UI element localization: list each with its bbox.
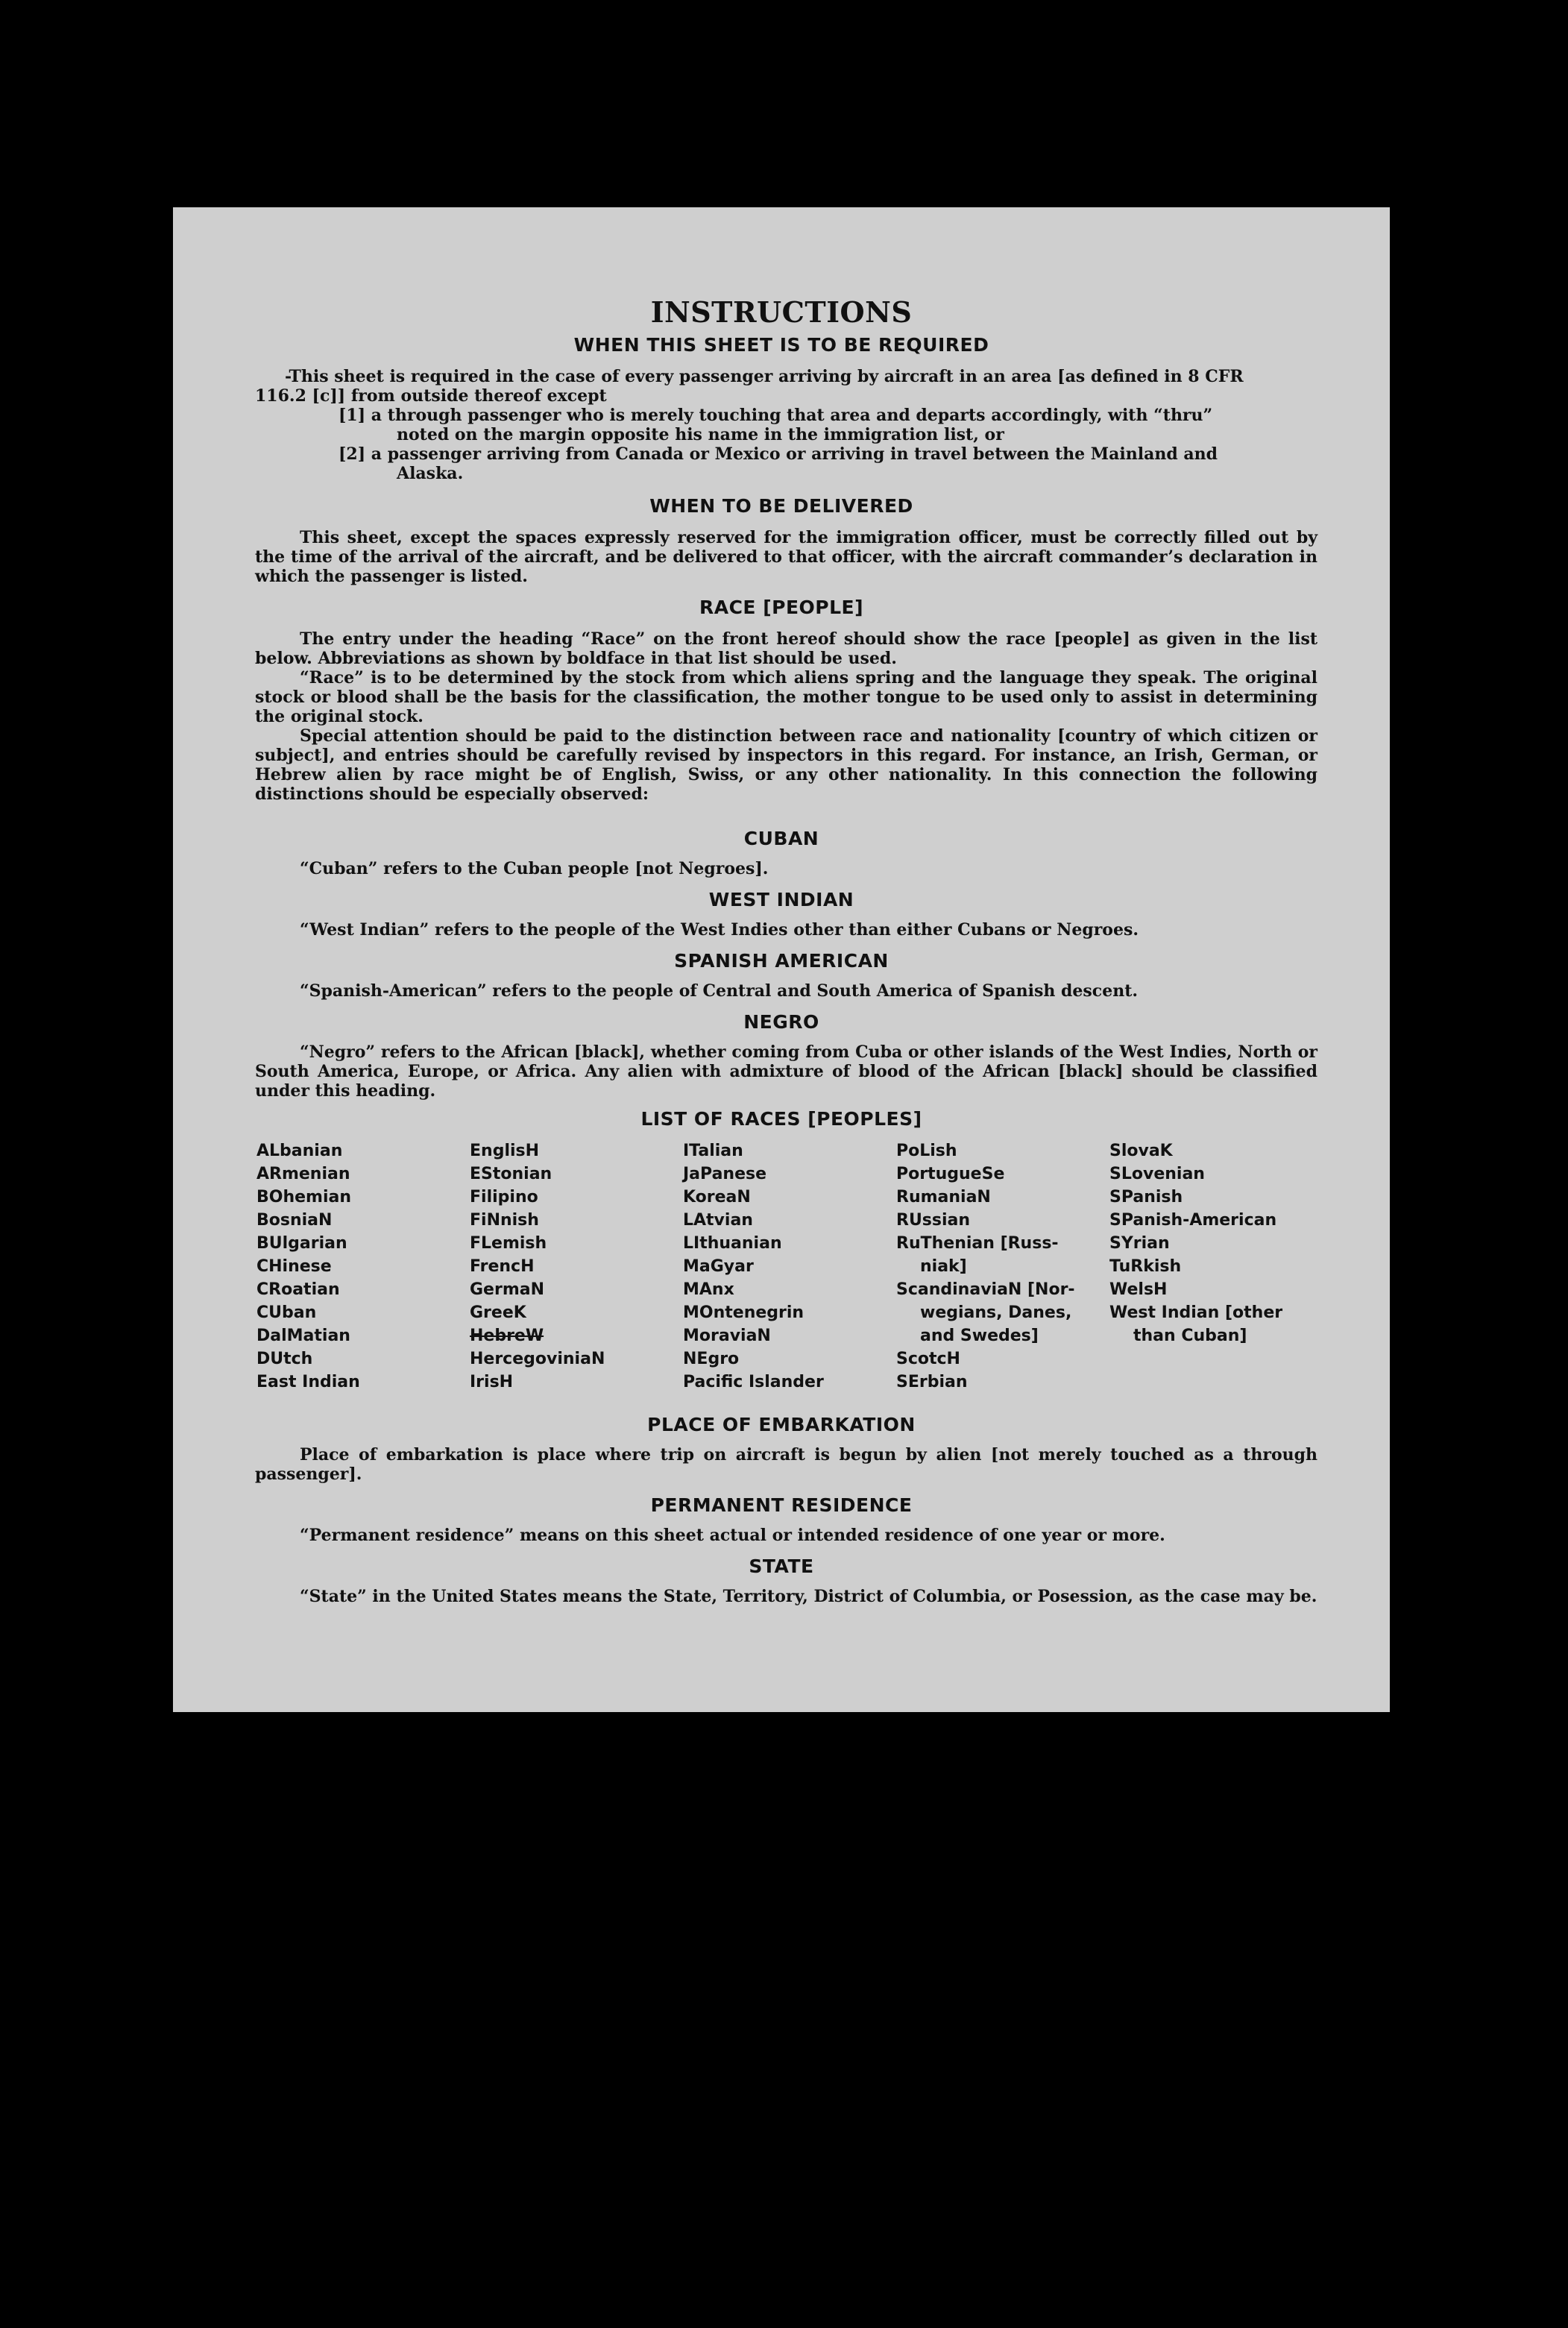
race-item: MAnx xyxy=(683,1280,734,1299)
heading-state: STATE xyxy=(749,1555,814,1577)
exception-1-line-1: [1] a through passenger who is merely touching that area and departs accordingly, with “thru” xyxy=(339,406,1213,425)
race-item: East Indian xyxy=(256,1373,360,1391)
race-item: RuThenian [Russ- xyxy=(896,1234,1059,1253)
race-item-continued: niak] xyxy=(920,1257,967,1276)
race-item: EStonian xyxy=(470,1165,552,1183)
race-item: BOhemian xyxy=(256,1188,352,1207)
race-item: LIthuanian xyxy=(683,1234,782,1253)
race-item: ScotcH xyxy=(896,1350,960,1368)
race-item: GermaN xyxy=(470,1280,545,1299)
race-item: ALbanian xyxy=(256,1142,343,1160)
race-column-3 xyxy=(683,1139,896,1394)
race-column-5 xyxy=(1109,1139,1323,1394)
race-paragraph-3: Special attention should be paid to the distinction between race and nationality [country of which citizen or subject], and entries should be carefully revised by inspectors in this regard. For instance, an Irish, German, or Hebrew alien by race might be of English, Swiss, or any other nationality. In this connection the following distinctions should be especially observed: xyxy=(255,726,1317,804)
exception-1-line-2: noted on the margin opposite his name in the immigration list, or xyxy=(397,425,1004,444)
race-item: SPanish-American xyxy=(1109,1211,1277,1230)
race-paragraph-2: “Race” is to be determined by the stock from which aliens spring and the language they speak. The original stock or blood shall be the basis for the classification, the mother tongue to be used only to assist in determining the original stock. xyxy=(255,668,1317,726)
race-item: BosniaN xyxy=(256,1211,333,1230)
race-item: IrisH xyxy=(470,1373,514,1391)
race-item: ITalian xyxy=(683,1142,743,1160)
exception-2-line-2: Alaska. xyxy=(397,464,464,483)
heading-embarkation: PLACE OF EMBARKATION xyxy=(647,1414,916,1435)
intro-line-1: -This sheet is required in the case of every passenger arriving by aircraft in an area [as defined in 8 CFR xyxy=(285,367,1244,386)
race-item: SErbian xyxy=(896,1373,968,1391)
heading-spanish-american: SPANISH AMERICAN xyxy=(674,950,889,972)
race-item: Pacific Islander xyxy=(683,1373,824,1391)
race-item: HercegoviniaN xyxy=(470,1350,605,1368)
race-paragraph-1: The entry under the heading “Race” on the front hereof should show the race [people] as given in the list below. Abbreviations as shown by boldface in that list should be used. xyxy=(255,629,1317,668)
race-item: CHinese xyxy=(256,1257,332,1276)
race-item: PortugueSe xyxy=(896,1165,1005,1183)
race-item: CRoatian xyxy=(256,1280,340,1299)
document-title: INSTRUCTIONS xyxy=(650,295,913,329)
heading-cuban: CUBAN xyxy=(743,828,819,849)
heading-list-of-races: LIST OF RACES [PEOPLES] xyxy=(640,1108,922,1130)
race-item: GreeK xyxy=(470,1303,526,1322)
race-item: ARmenian xyxy=(256,1165,350,1183)
race-item: MOntenegrin xyxy=(683,1303,805,1322)
race-item: FiNnish xyxy=(470,1211,539,1230)
race-item: KoreaN xyxy=(683,1188,751,1207)
race-item-struck: HebreW xyxy=(470,1327,544,1345)
race-item-continued: wegians, Danes, xyxy=(920,1303,1072,1322)
west-indian-text: “West Indian” refers to the people of the West Indies other than either Cubans or Negroes. xyxy=(300,920,1139,940)
race-item: NEgro xyxy=(683,1350,740,1368)
race-item-continued: than Cuban] xyxy=(1133,1327,1247,1345)
race-item: RumaniaN xyxy=(896,1188,991,1207)
race-item: SlovaK xyxy=(1109,1142,1173,1160)
race-item: SPanish xyxy=(1109,1188,1183,1207)
heading-when-delivered: WHEN TO BE DELIVERED xyxy=(649,495,913,517)
heading-negro: NEGRO xyxy=(743,1011,819,1033)
state-text: “State” in the United States means the State, Territory, District of Columbia, or Posession, as the case may be. xyxy=(300,1587,1317,1606)
race-item-continued: and Swedes] xyxy=(920,1327,1039,1345)
race-item: ScandinaviaN [Nor- xyxy=(896,1280,1075,1299)
permanent-residence-text: “Permanent residence” means on this sheet actual or intended residence of one year or more. xyxy=(300,1526,1165,1545)
spanish-american-text: “Spanish-American” refers to the people of Central and South America of Spanish descent. xyxy=(300,981,1139,1001)
intro-line-2: 116.2 [c]] from outside thereof except xyxy=(255,386,607,406)
race-item: DalMatian xyxy=(256,1327,350,1345)
race-item: RUssian xyxy=(896,1211,971,1230)
race-item: SYrian xyxy=(1109,1234,1170,1253)
race-item: EnglisH xyxy=(470,1142,540,1160)
race-item: FrencH xyxy=(470,1257,535,1276)
race-item: CUban xyxy=(256,1303,317,1322)
race-item: SLovenian xyxy=(1109,1165,1205,1183)
race-item: WelsH xyxy=(1109,1280,1168,1299)
race-item: West Indian [other xyxy=(1109,1303,1283,1322)
heading-when-required: WHEN THIS SHEET IS TO BE REQUIRED xyxy=(573,334,989,356)
race-item: PoLish xyxy=(896,1142,957,1160)
race-list xyxy=(256,1139,1323,1394)
exception-2-line-1: [2] a passenger arriving from Canada or Mexico or arriving in travel between the Mainland and xyxy=(339,444,1218,464)
race-item: FLemish xyxy=(470,1234,547,1253)
race-item: MoraviaN xyxy=(683,1327,771,1345)
race-item: DUtch xyxy=(256,1350,313,1368)
race-column-2 xyxy=(470,1139,683,1394)
heading-race: RACE [PEOPLE] xyxy=(699,597,864,618)
race-column-1 xyxy=(256,1139,470,1394)
heading-permanent-residence: PERMANENT RESIDENCE xyxy=(650,1494,913,1516)
when-delivered-text: This sheet, except the spaces expressly reserved for the immigration officer, must be correctly filled out by the time of the arrival of the aircraft, and be delivered to that officer, with the aircraft commander’s declaration in which the passenger is listed. xyxy=(255,528,1317,586)
race-item: MaGyar xyxy=(683,1257,754,1276)
cuban-text: “Cuban” refers to the Cuban people [not Negroes]. xyxy=(300,859,769,878)
race-item: Filipino xyxy=(470,1188,538,1207)
heading-west-indian: WEST INDIAN xyxy=(708,889,854,910)
race-item: BUlgarian xyxy=(256,1234,347,1253)
race-column-4 xyxy=(896,1139,1109,1394)
race-item: TuRkish xyxy=(1109,1257,1182,1276)
embarkation-text: Place of embarkation is place where trip on aircraft is begun by alien [not merely touched as a through passenger]. xyxy=(255,1445,1317,1484)
document-sheet xyxy=(173,207,1390,1712)
negro-text: “Negro” refers to the African [black], whether coming from Cuba or other islands of the West Indies, North or South America, Europe, or Africa. Any alien with admixture of blood of the African [black] should be classified under this heading. xyxy=(255,1042,1317,1101)
race-item: LAtvian xyxy=(683,1211,753,1230)
race-item: JaPanese xyxy=(683,1165,767,1183)
